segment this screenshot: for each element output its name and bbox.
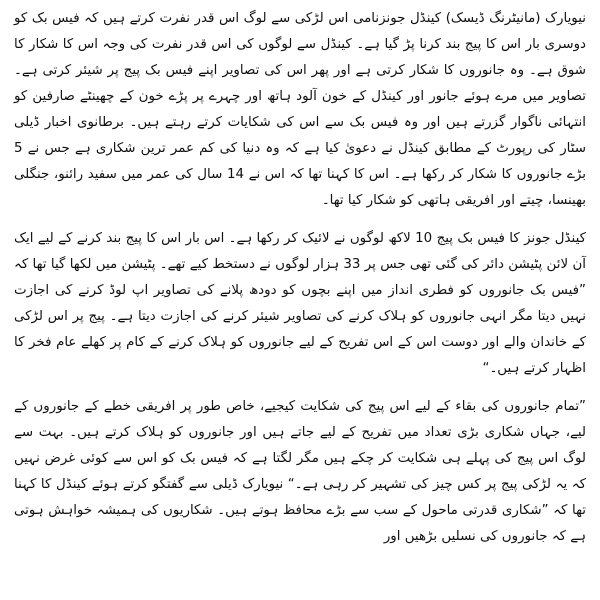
article-paragraph-3: ”تمام جانوروں کی بقاء کے لیے اس پیج کی شکایت کیجیے، خاص طور پر افریقی خطے کے جانوروں کے لیے، جہاں شکاری بڑی تعداد میں تفریح کے لیے جاتے ہیں اور جانوروں کو ہلاک کرتے ہیں۔ بہت سے لوگ اس پیج کی پہلے ہی شکایت کر چکے ہیں مگر لگتا ہے کہ فیس بک کو اس سے کوئی غرض نہیں کہ یہ لڑکی پیج پر کس چیز کی تشہیر کر رہی ہے۔“ نیویارک ڈیلی سے گفتگو کرتے ہوئے کینڈل کا کہنا تھا کہ ”شکاری قدرتی ماحول کے سب سے بڑے محافظ ہوتے ہیں۔ شکاریوں کی ہمیشہ خواہش ہوتی ہے کہ جانوروں کی نسلیں بڑھیں اور	[14, 399, 586, 544]
article-paragraph-1: نیویارک (مانیٹرنگ ڈیسک) کینڈل جونزنامی اس لڑکی سے لوگ اس قدر نفرت کرتے ہیں کہ فیس بک کو دوسری بار اس کا پیج بند کرنا پڑ گیا ہے۔ کینڈل سے لوگوں کی اس قدر نفرت کی وجہ اس کا شکار کا شوق ہے۔ وہ جانوروں کا شکار کرتی ہے اور پھر اس کی تصاویر اپنے فیس بک پیج پر شیئر کرتی ہے۔ تصاویر میں مرے ہوئے جانور اور کینڈل کے خون آلود ہاتھ اور چہرے پر پڑے خون کے چھینٹے صارفین کو انتہائی ناگوار گزرتے ہیں اور وہ فیس بک سے اس کی شکایات کرتے رہتے ہیں۔ برطانوی اخبار ڈیلی سٹار کی رپورٹ کے مطابق کینڈل نے دعویٰ کیا ہے کہ وہ دنیا کی کم عمر ترین شکاری ہے جس نے 5 بڑے جانوروں کا شکار کر رکھا ہے۔ اس کا کہنا تھا کہ اس نے 14 سال کی عمر میں سفید رائنو، جنگلی بھینسا، چیتے اور افریقی ہاتھی کو شکار کیا تھا۔	[14, 11, 586, 208]
article-paragraph-2: کینڈل جونز کا فیس بک پیج 10 لاکھ لوگوں نے لائیک کر رکھا ہے۔ اس بار اس کا پیج بند کرنے کے لیے ایک آن لائن پٹیشن دائر کی گئی تھی جس پر 33 ہزار لوگوں نے دستخط کیے تھے۔ پٹیشن میں لکھا گیا تھا کہ ”فیس بک جانوروں کو فطری انداز میں اپنے بچوں کو دودھ پلانے کی تصاویر اپ لوڈ کرنے کی اجازت نہیں دیتا مگر انہی جانوروں کو ہلاک کرنے کی تصاویر شیئر کرنے کی اجازت دیتا ہے۔ پیج پر اس لڑکی کے خاندان والے اور دوست اس کے اس تفریح کے لیے جانوروں کو ہلاک کرنے کے کام پر کھلے عام فخر کا اظہار کرتے ہیں۔“	[14, 231, 586, 376]
